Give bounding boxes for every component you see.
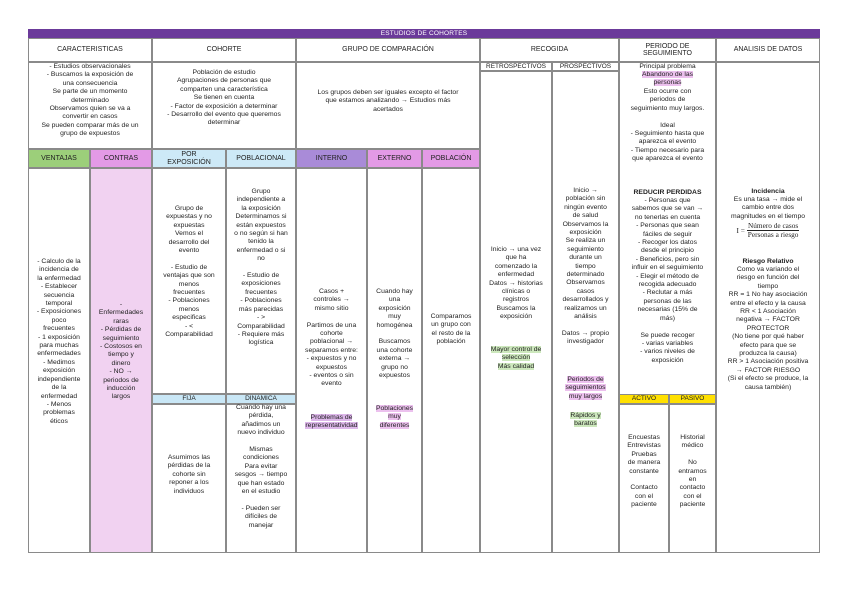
header-contras: CONTRAS: [90, 149, 152, 168]
retrospectivos-text: Inicio → una vez que ha comenzado la enfermedad Datos → historias clínicas o registros Buscamos la exposición: [489, 246, 543, 321]
incidencia-text: Es una tasa → mide el cambio entre dos magnitudes en el tiempo: [730, 196, 806, 220]
header-recogida: RECOGIDA: [480, 38, 619, 62]
header-interno: INTERNO: [296, 149, 367, 168]
interno-text: Casos + controles → mismo sitio Partimos de una cohorte poblacional → separamos entre: - expuestos y no expuestos - eventos o sin evento: [305, 288, 358, 388]
externo-highlight: Poblaciones muy diferentes: [375, 405, 414, 429]
riesgo-relativo-text: Como va variando el riesgo en función del tiempo RR = 1 No hay asociación entre el efecto y la causa RR < 1 Asociación negativa → FACTOR PROTECTOR (No tiene por qué haber efecto para que se produzca la causa) RR > 1 Asociación positiva → FACTOR RIESGO (Si el efecto se produce, la causa también): [727, 266, 809, 391]
header-poblacion: POBLACIÓN: [422, 149, 480, 168]
cohort-study-table: [28, 29, 820, 553]
retrospectivos-highlight: Mayor control de selección Más calidad: [490, 346, 542, 370]
header-caracteristicas: CARACTERISTICAS: [28, 38, 152, 62]
header-dinamica: DINAMICA: [226, 394, 296, 404]
reducir-perdidas-title: REDUCIR PERDIDAS: [633, 189, 702, 196]
periodo-highlight: Abandono de las personas: [641, 71, 694, 87]
prospectivos-highlight-1: Periodos de seguimientos muy largos: [565, 376, 606, 400]
header-cohorte: COHORTE: [152, 38, 296, 62]
reducir-perdidas-text: - Personas que sabemos que se van → no tenerlas en cuenta - Personas que sean fáciles de seguir - Recoger los datos desde el principio - Beneficios, pero sin influir en el seguimiento - Elegir el método de recogida adecuado - Reclutar a más personas de las necesarias (15% de más) Se puede recoger - varias variables - varios niveles de exposición: [631, 197, 704, 364]
pasivo-text: Historial médico No entramos en contacto con el paciente: [678, 434, 707, 509]
header-pasivo: PASIVO: [669, 394, 716, 404]
header-externo: EXTERNO: [367, 149, 422, 168]
formula-denominator: Personas a riesgo: [747, 230, 799, 239]
cohorte-text: Población de estudio Agrupaciones de personas que comparten una característica Se tienen en cuenta - Factor de exposición a determinar - Desarrollo del evento que queremos determinar: [167, 69, 281, 127]
header-grupo-comparacion: GRUPO DE COMPARACIÓN: [296, 38, 480, 62]
prospectivos-text: Inicio → población sin ningún evento de salud Observamos la exposición Se realiza un seguimiento durante un tiempo determinado Observamos casos desarrollados y realizamos un análisis Datos → propio investigador: [561, 187, 610, 346]
header-ventajas: VENTAJAS: [28, 149, 90, 168]
header-periodo-seguimiento: PERIODO DE SEGUIMIENTO: [619, 38, 716, 62]
interno-highlight: Problemas de representatividad: [305, 414, 358, 430]
ventajas-text: - Calculo de la incidencia de la enfermedad - Establecer secuencia temporal - Exposiciones poco frecuentes - 1 exposición para muchas enfermedades - Medimos exposición independiente de la enfermedad - Menos problemas éticos: [36, 258, 82, 425]
incidencia-formula: [717, 222, 819, 239]
externo-text: Cuando hay una exposición muy homogénea Buscamos una cohorte externa → grupo no expuestos: [376, 288, 413, 380]
fija-text: Asumimos las pérdidas de la cohorte sin reponer a los individuos: [167, 454, 211, 495]
caracteristicas-text: - Estudios observacionales - Buscamos la exposición de una consecuencia Se parte de un momento determinado Observamos quien se va a convertir en casos Se pueden comparar más de un grupo de expuestos: [41, 63, 139, 138]
header-por-exposicion: POR EXPOSICIÓN: [152, 149, 226, 168]
header-analisis-datos: ANALISIS DE DATOS: [716, 38, 820, 62]
poblacion-text: Comparamos un grupo con el resto de la población: [430, 313, 472, 346]
riesgo-relativo-title: Riesgo Relativo: [742, 258, 794, 265]
periodo-text-1: Principal problema: [639, 63, 696, 70]
incidencia-title: Incidencia: [751, 188, 785, 195]
formula-numerator: Número de casos: [748, 221, 799, 230]
activo-text: Encuestas Entrevistas Pruebas de manera constante Contacto con el paciente: [627, 434, 661, 509]
contras-text: - Enfermedades raras - Pérdidas de seguimiento - Costosos en tiempo y dinero - NO → periodos de inducción largos: [98, 301, 144, 401]
prospectivos-highlight-2: Rápidos y baratos: [570, 412, 601, 428]
formula-lhs: I =: [736, 225, 745, 235]
header-fija: FIJA: [152, 394, 226, 404]
por-exposicion-text: Grupo de expuestas y no expuestas Vemos el desarrollo del evento - Estudio de ventajas que son menos frecuentes - Poblaciones menos especificas - < Comparabilidad: [163, 205, 215, 339]
dinamica-text: Cuando hay una pérdida, añadimos un nuevo individuo Mismas condiciones Para evitar sesgos → tiempo que han estado en el estudio - Pueden ser difíciles de manejar: [234, 404, 288, 529]
header-prospectivos: PROSPECTIVOS: [552, 62, 619, 71]
grupo-text: Los grupos deben ser iguales excepto el factor que estamos analizando → Estudios más acertados: [317, 89, 459, 113]
periodo-text-2: Esto ocurre con periodos de seguimiento muy largos. Ideal - Seguimiento hasta que aparezca el evento - Tiempo necesario para que aparezca el evento: [630, 88, 705, 163]
page-title: ESTUDIOS DE COHORTES: [28, 29, 820, 38]
poblacional-text: Grupo independiente a la exposición Determinamos si están expuestos o no según si han tenido la enfermedad o si no - Estudio de exposiciones frecuentes - Poblaciones más parecidas - > Comparabilidad - Requiere más logística: [234, 188, 288, 347]
poblacion-cell: [422, 168, 480, 553]
header-activo: ACTIVO: [619, 394, 669, 404]
header-retrospectivos: RETROSPECTIVOS: [480, 62, 552, 71]
header-poblacional: POBLACIONAL: [226, 149, 296, 168]
